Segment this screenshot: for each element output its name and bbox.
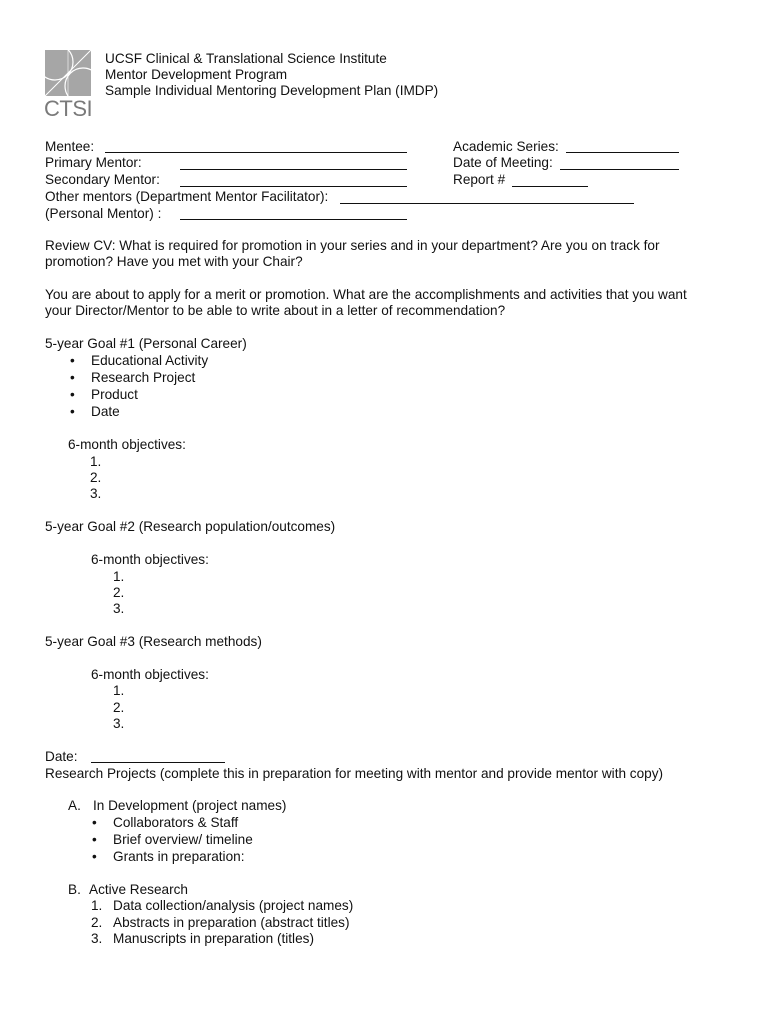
goal1-bullet: • Educational Activity [91,353,208,369]
primary-mentor-label: Primary Mentor: [45,155,142,170]
section-b-label: B. [68,882,81,897]
goal2-objective: 2. [113,585,125,600]
date-label: Date: [45,749,78,764]
goal3-title: 5-year Goal #3 (Research methods) [45,634,262,649]
secondary-mentor-field[interactable] [180,186,407,187]
goal2-objectives-label: 6-month objectives: [91,552,209,567]
other-mentors-field[interactable] [340,203,634,204]
goal1-title: 5-year Goal #1 (Personal Career) [45,336,247,351]
section-b-item: Manuscripts in preparation (titles) [113,931,314,946]
mentee-label: Mentee: [45,139,95,154]
section-b-item: Data collection/analysis (project names) [113,898,354,913]
section-b-item-num: 3. [91,931,103,946]
header-doc-title: Sample Individual Mentoring Development Plan (IMDP) [105,83,439,98]
ctsi-logo-mark [45,50,91,96]
section-b-title: Active Research [89,882,188,897]
goal2-objective: 1. [113,569,125,584]
goal3-objective: 1. [113,683,125,698]
logo-text: CTSI [44,96,93,121]
merit-line1: You are about to apply for a merit or promotion. What are the accomplishments and activities that you want [45,287,687,302]
report-field[interactable] [512,186,588,187]
section-b-item-num: 2. [91,915,103,930]
section-b-item: Abstracts in preparation (abstract titles) [113,915,350,930]
date-field[interactable] [91,762,225,763]
date-of-meeting-field[interactable] [560,169,679,170]
goal1-objective: 2. [90,470,102,485]
header-program: Mentor Development Program [105,67,288,82]
section-a-bullet: • Collaborators & Staff [113,815,238,831]
goal1-objective: 3. [90,486,102,501]
mentee-field[interactable] [105,152,407,153]
goal1-objective: 1. [90,454,102,469]
section-a-bullet: • Grants in preparation: [113,849,244,865]
goal3-objectives-label: 6-month objectives: [91,667,209,682]
goal1-objectives-label: 6-month objectives: [68,437,186,452]
academic-series-label: Academic Series: [453,139,559,154]
merit-line2: your Director/Mentor to be able to write about in a letter of recommendation? [45,303,506,318]
section-a-title: In Development (project names) [93,798,287,813]
academic-series-field[interactable] [566,152,679,153]
review-cv-line1: Review CV: What is required for promotion in your series and in your department? Are you on track for [45,238,660,253]
goal1-bullet: • Product [91,387,138,403]
primary-mentor-field[interactable] [180,169,407,170]
section-a-label: A. [68,798,81,813]
goal2-objective: 3. [113,601,125,616]
goal1-bullet: • Date [91,404,120,420]
header-institute: UCSF Clinical & Translational Science Institute [105,51,387,66]
logo-pattern-icon [45,50,91,96]
report-label: Report # [453,172,506,187]
date-of-meeting-label: Date of Meeting: [453,155,553,170]
personal-mentor-field[interactable] [180,219,407,220]
personal-mentor-label: (Personal Mentor) : [45,206,162,221]
section-b-item-num: 1. [91,898,103,913]
research-projects-heading: Research Projects (complete this in preparation for meeting with mentor and provide mentor with copy) [45,766,664,781]
goal2-title: 5-year Goal #2 (Research population/outcomes) [45,519,336,534]
goal3-objective: 2. [113,700,125,715]
goal3-objective: 3. [113,716,125,731]
goal1-bullet: • Research Project [91,370,195,386]
review-cv-line2: promotion? Have you met with your Chair? [45,254,303,269]
other-mentors-label: Other mentors (Department Mentor Facilitator): [45,189,329,204]
secondary-mentor-label: Secondary Mentor: [45,172,160,187]
section-a-bullet: • Brief overview/ timeline [113,832,253,848]
